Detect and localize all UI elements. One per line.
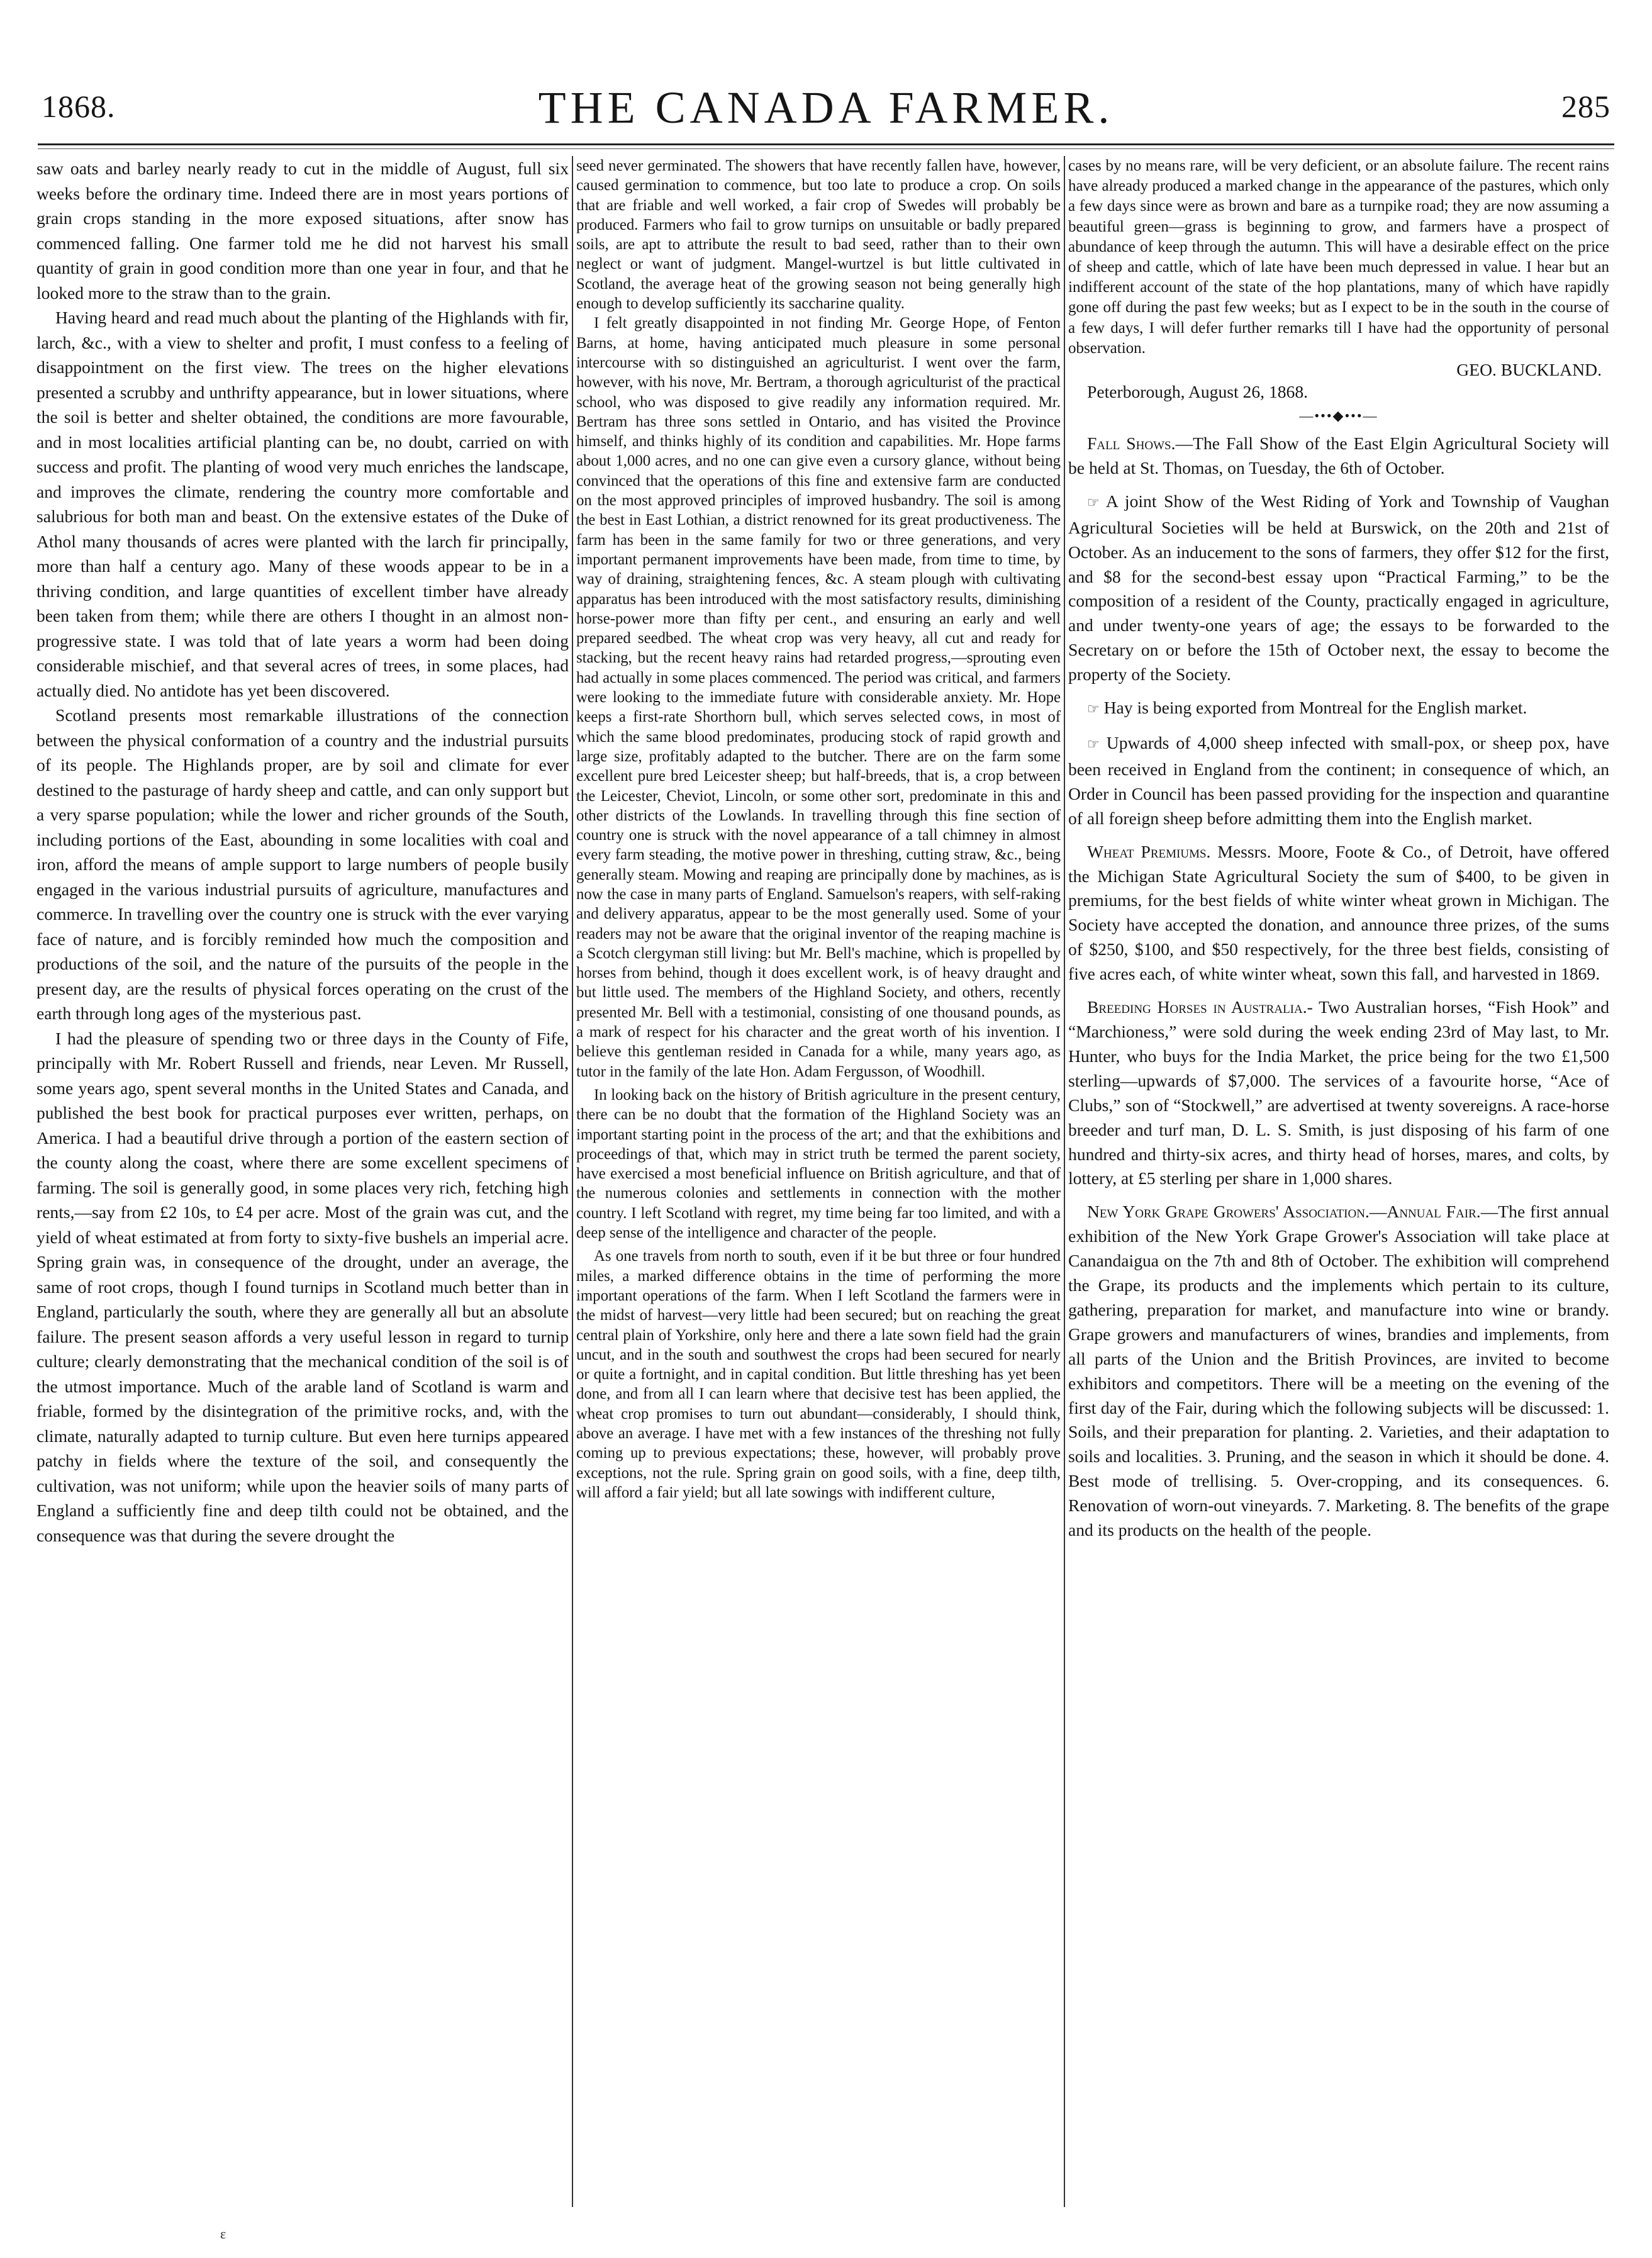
author-signature: GEO. BUCKLAND. bbox=[1456, 360, 1602, 380]
article-paragraph: I felt greatly disappointed in not finding Mr. George Hope, of Fenton Barns, at home, having anticipated much pleasure in some personal intercourse with so distinguished an agriculturist. I went over the farm, however, with his nove, Mr. Bertram, a thorough agriculturist of the practical school, who was disposed to give readily any information required. Mr. Bertram has three sons settled in Ontario, and has visited the Province himself, and thinks highly of its condition and capabilities. Mr. Hope farms about 1,000 acres, and no one can give even a cursory glance, without being convinced that the operations of this fine and extensive farm are conducted on the most approved principles of improved husbandry. The soil is among the best in East Lothian, a district renowned for its great productiveness. The farm has been in the same family for two or three generations, and very important permanent improvements have been made, from time to time, by way of draining, straightening fences, &c. A steam plough with cultivating apparatus has been introduced with the most satisfactory results, diminishing horse-power more than fifty per cent., and ensuring an early and well prepared seedbed. The wheat crop was very heavy, all cut and ready for stacking, but the recent heavy rains had retarded progress,—sprouting even had actually in some places commenced. The period was critical, and farmers were looking to the immediate future with considerable anxiety. Mr. Hope keeps a first-rate Shorthorn bull, which serves selected cows, in most of which the same blood predominates, producing stock of rapid growth and large size, profitably adapted to the butcher. There are on the farm some excellent pure bred Leicester sheep; but half-breeds, that is, a crop between the Leicester, Cheviot, Lincoln, or some other sort, predominate in this and other districts of the Lowlands. In travelling through this fine section of country one is struck with the novel appearance of a tall chimney in almost every farm steading, the motive power in threshing, cutting straw, &c., being generally steam. Mowing and reaping are principally done by machines, as is now the case in many parts of England. Samuelson's reapers, with self-raking and delivery apparatus, appear to be the most generally used. Some of your readers may not be aware that the original inventor of the reaping machine is a Scotch clergyman still living: but Mr. Bell's machine, which is propelled by horses from behind, though it does excellent work, is of heavy draught and but little used. The members of the Highland Society, and others, recently presented Mr. Bell with a testimonial, consisting of one thousand pounds, as a mark of respect for his character and the great worth of his invention. I believe this gentleman resided in Canada for a while, many years ago, as tutor in the family of the late Hon. Adam Fergusson, of Woodhill. bbox=[576, 315, 1061, 1080]
news-item-text: - Two Australian horses, “Fish Hook” and “Marchioness,” were sold during the week ending 23rd of May last, to Mr. Hunter, who buys for the India Market, the price being for the two £1,500 sterling—upwards of $7,000. The services of a favourite horse, “Ace of Clubs,” son of “Stockwell,” are advertised at twenty sovereigns. A race-horse breeder and turf man, D. L. S. Smith, is just disposing of his farm of one hundred and thirty-six acres, and thirty head of horses, mares, and colts, by lottery, at £5 sterling per share in 1,000 shares. bbox=[1068, 997, 1609, 1188]
header-rule bbox=[38, 143, 1614, 145]
header-rule-thin bbox=[38, 148, 1614, 149]
news-item-text: A joint Show of the West Riding of York and Township of Vaughan Agricultural Societies will be held at Burswick, on the 20th and 21st of October. As an inducement to the sons of farmers, they offer $12 for the first, and $8 for the second-best essay upon “Practical Farming,” to be the composition of a resident of the County, practically engaged in agriculture, and under twenty-one years of age; the essays to be forwarded to the Secretary on or before the 15th of October next, the essay to become the property of the Society. bbox=[1068, 491, 1609, 685]
column-3 bbox=[1068, 156, 1609, 2201]
article-paragraph: Having heard and read much about the planting of the Highlands with fir, larch, &c., with a view to shelter and profit, I must confess to a feeling of disappointment on the first view. The trees on the higher elevations presented a scrubby and unthrifty appearance, but in lower situations, where the soil is better and shelter obtained, the conditions are more favourable, and in most localities artificial planting can be, no doubt, carried on with success and profit. The planting of wood very much enriches the landscape, and improves the climate, rendering the country more comfortable and salubrious for both man and beast. On the extensive estates of the Duke of Athol many thousands of acres were planted with the larch fir principally, more than half a century ago. Many of these woods appear to be in a thriving condition, and large quantities of excellent timber have already been taken from them; while there are others I thought in an almost non-progressive state. I was told that of late years a worm had been doing considerable mischief, and that several acres of trees, in some places, had actually died. No antidote has yet been discovered. bbox=[36, 308, 569, 700]
news-item-lead: Breeding Horses in Australia. bbox=[1087, 997, 1307, 1017]
pointing-hand-icon: ☞ bbox=[1087, 495, 1100, 511]
column-divider bbox=[572, 156, 573, 2207]
page-header bbox=[38, 82, 1614, 138]
news-item-text: Upwards of 4,000 sheep infected with small-pox, or sheep pox, have been received in England from the continent; in consequence of which, an Order in Council has been passed providing for the inspection and quarantine of all foreign sheep before admitting them into the English market. bbox=[1068, 733, 1609, 828]
header-year: 1868. bbox=[42, 89, 116, 124]
article-paragraph: cases by no means rare, will be very deficient, or an absolute failure. The recent rains have already produced a marked change in the appearance of the pastures, which only a few days since were as brown and bare as a turnpike road; they are now assuming a beautiful green—grass is beginning to grow, and farmers have a prospect of abundance of keep through the autumn. This will have a desirable effect on the price of sheep and cattle, which of late have been much depressed in value. I hear but an indifferent account of the state of the hop plantations, many of which have rapidly gone off during the past few weeks; but as I expect to be in the south in the course of a few days, I will defer further remarks till I have had the opportunity of personal observation. bbox=[1068, 157, 1609, 357]
pointing-hand-icon: ☞ bbox=[1087, 737, 1100, 752]
column-2 bbox=[576, 156, 1061, 2201]
news-item-lead: Wheat Premiums. bbox=[1087, 841, 1211, 861]
pointing-hand-icon: ☞ bbox=[1087, 701, 1100, 718]
news-item-hay-export bbox=[1068, 696, 1609, 722]
article-paragraph: Scotland presents most remarkable illustrations of the connection between the physical conformation of a country and the industrial pursuits of its people. The Highlands proper, are by soil and climate for ever destined to the pasturage of hardy sheep and cattle, and can only support but a very sparse population; while the lower and richer grounds of the South, including portions of the East, abounding in some localities with coal and iron, afford the means of ample support to large numbers of people busily engaged in the various industrial pursuits of agriculture, manufactures and commerce. In travelling over the country one is struck with the ever varying face of nature, and is forcibly reminded how much the composition and productions of the soil, and the nature of the pursuits of the people in the present day, are the results of physical forces operating on the crust of the earth through long ages of the mysterious past. bbox=[36, 705, 569, 1023]
article-paragraph: seed never germinated. The showers that have recently fallen have, however, caused germination to commence, but too late to produce a crop. On soils that are friable and well worked, a fair crop of Swedes will probably be produced. Farmers who fail to grow turnips on unsuitable or badly prepared soils, are apt to attribute the result to bad seed, rather than to their own neglect or want of judgment. Mangel-wurtzel is but little cultivated in Scotland, the average heat of the growing season not being generally high enough to develop sufficiently its saccharine quality. bbox=[576, 157, 1061, 313]
page-number: 285 bbox=[1561, 89, 1610, 124]
printer-mark: ε bbox=[220, 2226, 226, 2242]
news-item-wheat-premiums bbox=[1068, 840, 1609, 986]
article-paragraph: In looking back on the history of British agriculture in the present century, there can be no doubt that the formation of the Highland Society was an important starting point in the process of the art; and that the exhibitions and proceedings of that, which may in strict truth be termed the parent society, have exercised a most beneficial influence on British agriculture, and that of the numerous colonies and settlements in connection with the mother country. I left Scotland with regret, my time being far too limited, and with a deep sense of the intelligence and character of the people. bbox=[576, 1086, 1061, 1242]
news-item-text: Hay is being exported from Montreal for the English market. bbox=[1099, 698, 1527, 718]
news-item-text: —The Fall Show of the East Elgin Agricultural Society will be held at St. Thomas, on Tuesday, the 6th of October. bbox=[1068, 433, 1609, 478]
section-ornament: —•••◆•••— bbox=[1299, 408, 1378, 424]
news-item-joint-show bbox=[1068, 489, 1609, 687]
news-item-text: Messrs. Moore, Foote & Co., of Detroit, have offered the Michigan State Agricultural Society the sum of $400, to be given in premiums, for the best fields of white winter wheat grown in Michigan. The Society have accepted the donation, and announce three prizes, of the sums of $250, $100, and $50 respectively, for the three best fields, consisting of five acres each, of white winter wheat, sown this fall, and harvested in 1869. bbox=[1068, 841, 1609, 984]
column-1 bbox=[36, 156, 569, 2201]
article-paragraph: saw oats and barley nearly ready to cut in the middle of August, full six weeks before the ordinary time. Indeed there are in most years portions of grain crops standing in the more exposed situations, after snow has commenced falling. One farmer told me he did not harvest his small quantity of grain in good condition more than one year in four, and that he looked more to the straw than to the grain. bbox=[36, 159, 569, 303]
news-item-fall-shows bbox=[1068, 432, 1609, 481]
news-item-sheep-pox bbox=[1068, 731, 1609, 831]
column-divider bbox=[1064, 156, 1065, 2207]
news-item-lead: Fall Shows. bbox=[1087, 433, 1176, 454]
dateline: Peterborough, August 26, 1868. bbox=[1087, 382, 1309, 402]
article-paragraph: I had the pleasure of spending two or three days in the County of Fife, principally with Mr. Robert Russell and friends, near Leven. Mr Russell, some years ago, spent several months in the United States and Canada, and published the best book for practical purposes ever written, perhaps, on America. I had a beautiful drive through a portion of the eastern section of the county along the coast, where there are some excellent specimens of farming. The soil is generally good, in some places very rich, fetching high rents,—say from £2 10s, to £4 per acre. Most of the grain was cut, and the yield of wheat estimated at from forty to sixty-five bushels an imperial acre. Spring grain was, in consequence of the drought, under an average, the same of root crops, though I found turnips in Scotland much better than in England, particularly the south, where they are generally all but an absolute failure. The present season affords a very useful lesson in regard to turnip culture; clearly demonstrating that the mechanical condition of the soil is of the utmost importance. Much of the arable land of Scotland is warm and friable, formed by the disintegration of the primitive rocks, and, with the climate, naturally adapted to turnip culture. But even here turnips appeared patchy in fields where the texture of the soil, and consequently the cultivation, was not uniform; while upon the heavier soils of many parts of England a sufficiently fine and deep tilth could not be obtained, and the consequence was that during the severe drought the bbox=[36, 1028, 569, 1545]
article-paragraph: As one travels from north to south, even if it be but three or four hundred miles, a marked difference obtains in the time of performing the more important operations of the farm. When I left Scotland the farmers were in the midst of harvest—very little had been secured; but on reaching the great central plain of Yorkshire, only here and there a late sown field had the grain uncut, and in the south and southwest the crops had been secured for nearly or quite a fortnight, and in capital condition. But little threshing has yet been done, and from all I can learn where that decisive test has been applied, the wheat crop promises to turn out abundant—considerably, I should think, above an average. I have met with a few instances of the threshing not fully coming up to previous expectations; these, however, will probably prove exceptions, not the rule. Spring grain on good soils, with a fine, deep tilth, will afford a fair yield; but all late sowings with indifferent culture, bbox=[576, 1248, 1061, 1501]
newspaper-title: THE CANADA FARMER. bbox=[538, 82, 1114, 133]
news-item-grape-growers bbox=[1068, 1200, 1609, 1543]
news-item-lead: New York Grape Growers' Association.—Annual Fair. bbox=[1087, 1202, 1481, 1222]
news-item-text: —The first annual exhibition of the New York Grape Grower's Association will take place at Canandaigua on the 7th and 8th of October. The exhibition will comprehend the Grape, its products and the implements which pertain to its culture, gathering, preparation for market, and manufacture into wine or brandy. Grape growers and manufacturers of wines, brandies and implements, from all parts of the Union and the British Provinces, are invited to become exhibitors and competitors. There will be a meeting on the evening of the first day of the Fair, during which the following subjects will be discussed: 1. Soils, and their preparation for planting. 2. Varieties, and their adaptation to soils and localities. 3. Pruning, and the season in which it should be done. 4. Best mode of trellising. 5. Over-cropping, and its consequences. 6. Renovation of worn-out vineyards. 7. Marketing. 8. The benefits of the grape and its products on the health of the people. bbox=[1068, 1202, 1609, 1540]
news-item-breeding-horses bbox=[1068, 995, 1609, 1191]
